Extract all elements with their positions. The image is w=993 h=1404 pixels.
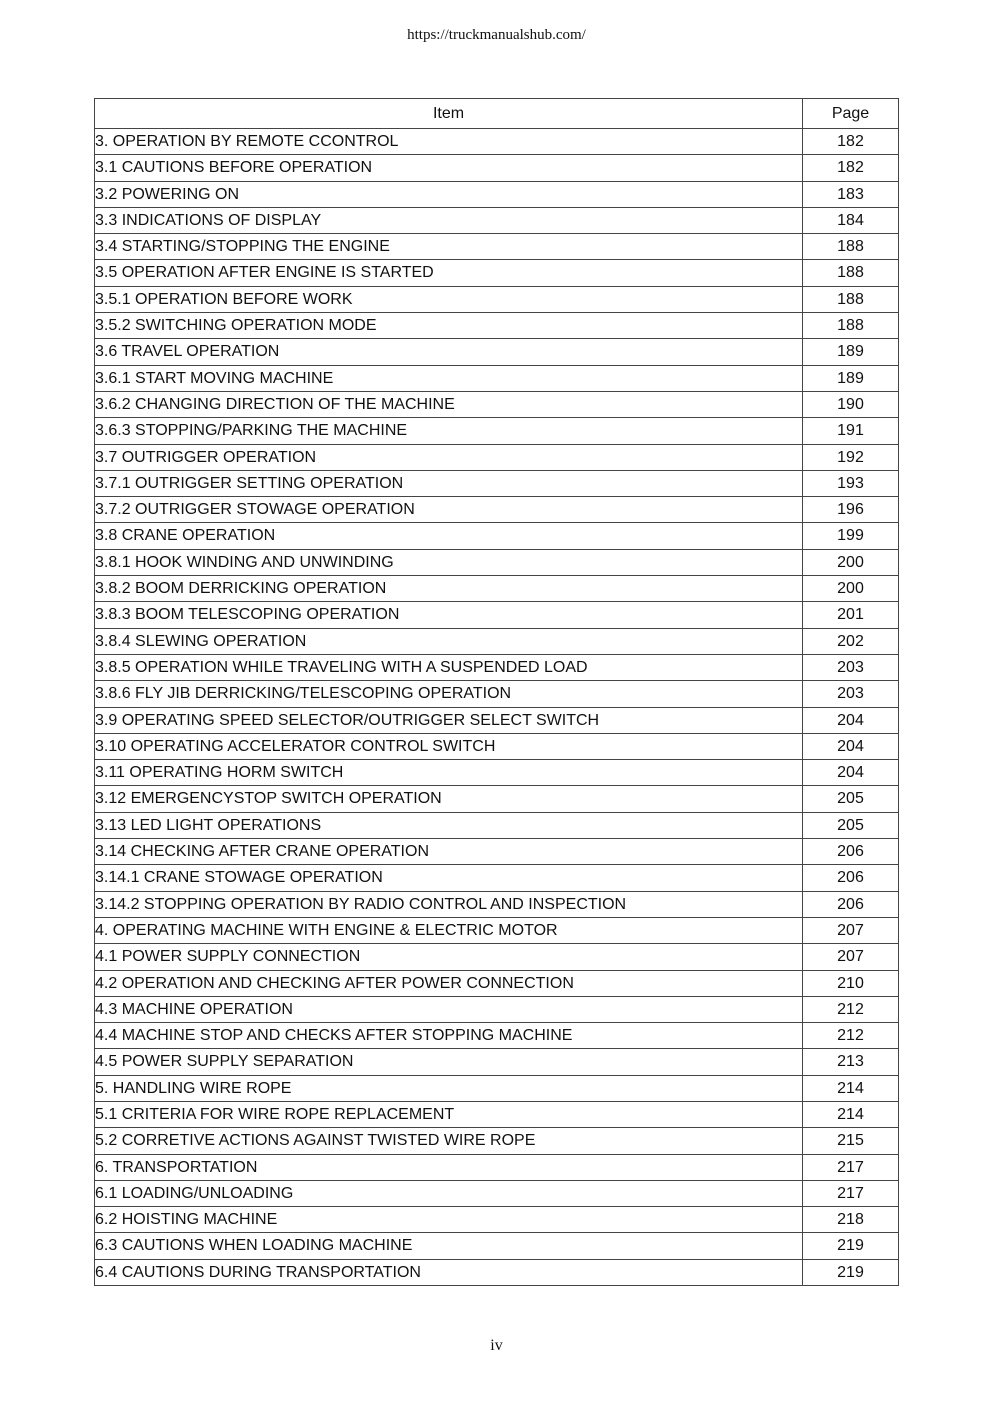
toc-entry-page[interactable]: 205 (803, 812, 899, 838)
toc-entry-title[interactable]: 3.10 OPERATING ACCELERATOR CONTROL SWITCH (95, 733, 803, 759)
toc-entry-title[interactable]: 3.13 LED LIGHT OPERATIONS (95, 812, 803, 838)
page-number: iv (490, 1337, 503, 1354)
toc-entry-title[interactable]: 4.5 POWER SUPPLY SEPARATION (95, 1049, 803, 1075)
toc-entry-page[interactable]: 206 (803, 865, 899, 891)
table-row[interactable] (95, 944, 899, 970)
table-row[interactable] (95, 733, 899, 759)
table-row[interactable] (95, 865, 899, 891)
toc-entry-title[interactable]: 3.5.1 OPERATION BEFORE WORK (95, 286, 803, 312)
toc-entry-page[interactable]: 192 (803, 444, 899, 470)
toc-entry-page[interactable]: 213 (803, 1049, 899, 1075)
table-row[interactable] (95, 1075, 899, 1101)
table-row[interactable] (95, 549, 899, 575)
toc-entry-page[interactable]: 204 (803, 707, 899, 733)
table-row[interactable] (95, 365, 899, 391)
toc-entry-page[interactable]: 190 (803, 391, 899, 417)
table-row[interactable] (95, 760, 899, 786)
toc-entry-page[interactable]: 218 (803, 1207, 899, 1233)
toc-entry-title[interactable]: 3.14 CHECKING AFTER CRANE OPERATION (95, 839, 803, 865)
toc-entry-title[interactable]: 3.9 OPERATING SPEED SELECTOR/OUTRIGGER SELECT SWITCH (95, 707, 803, 733)
toc-entry-title[interactable]: 3.8.3 BOOM TELESCOPING OPERATION (95, 602, 803, 628)
table-row[interactable] (95, 786, 899, 812)
toc-entry-title[interactable]: 6.3 CAUTIONS WHEN LOADING MACHINE (95, 1233, 803, 1259)
page-column-header: Page (803, 99, 899, 129)
toc-entry-page[interactable]: 188 (803, 260, 899, 286)
toc-entry-title[interactable]: 6. TRANSPORTATION (95, 1154, 803, 1180)
table-row[interactable] (95, 1259, 899, 1285)
toc-entry-title[interactable]: 4.3 MACHINE OPERATION (95, 996, 803, 1022)
table-row[interactable] (95, 681, 899, 707)
toc-entry-page[interactable]: 207 (803, 944, 899, 970)
table-row[interactable] (95, 181, 899, 207)
toc-entry-page[interactable]: 193 (803, 470, 899, 496)
toc-entry-page[interactable]: 206 (803, 839, 899, 865)
toc-entry-page[interactable]: 207 (803, 917, 899, 943)
source-url[interactable]: https://truckmanualshub.com/ (407, 27, 586, 43)
toc-entry-page[interactable]: 189 (803, 365, 899, 391)
toc-entry-title[interactable]: 3.14.2 STOPPING OPERATION BY RADIO CONTROL AND INSPECTION (95, 891, 803, 917)
table-row[interactable] (95, 1023, 899, 1049)
toc-entry-page[interactable]: 182 (803, 129, 899, 155)
toc-entry-page[interactable]: 199 (803, 523, 899, 549)
table-row[interactable] (95, 576, 899, 602)
table-row[interactable] (95, 234, 899, 260)
table-of-contents (94, 98, 899, 1286)
table-row[interactable] (95, 1207, 899, 1233)
toc-entry-page[interactable]: 200 (803, 576, 899, 602)
toc-entry-page[interactable]: 188 (803, 234, 899, 260)
table-row[interactable] (95, 523, 899, 549)
table-row[interactable] (95, 891, 899, 917)
toc-entry-title[interactable]: 3.2 POWERING ON (95, 181, 803, 207)
table-row[interactable] (95, 1154, 899, 1180)
toc-entry-page[interactable]: 217 (803, 1154, 899, 1180)
toc-entry-page[interactable]: 206 (803, 891, 899, 917)
toc-entry-title[interactable]: 3.6.3 STOPPING/PARKING THE MACHINE (95, 418, 803, 444)
toc-entry-page[interactable]: 191 (803, 418, 899, 444)
toc-entry-page[interactable]: 184 (803, 207, 899, 233)
toc-entry-page[interactable]: 210 (803, 970, 899, 996)
toc-entry-title[interactable]: 3.8.4 SLEWING OPERATION (95, 628, 803, 654)
toc-entry-title[interactable]: 3.8.6 FLY JIB DERRICKING/TELESCOPING OPERATION (95, 681, 803, 707)
toc-entry-title[interactable]: 3.1 CAUTIONS BEFORE OPERATION (95, 155, 803, 181)
toc-entry-title[interactable]: 4. OPERATING MACHINE WITH ENGINE & ELECTRIC MOTOR (95, 917, 803, 943)
table-row[interactable] (95, 418, 899, 444)
toc-entry-title[interactable]: 3.8.5 OPERATION WHILE TRAVELING WITH A SUSPENDED LOAD (95, 654, 803, 680)
item-column-header: Item (95, 99, 803, 129)
toc-entry-title[interactable]: 3.5.2 SWITCHING OPERATION MODE (95, 313, 803, 339)
toc-entry-title[interactable]: 3.4 STARTING/STOPPING THE ENGINE (95, 234, 803, 260)
table-row[interactable] (95, 260, 899, 286)
table-row[interactable] (95, 996, 899, 1022)
table-row[interactable] (95, 970, 899, 996)
table-row[interactable] (95, 707, 899, 733)
toc-entry-title[interactable]: 5. HANDLING WIRE ROPE (95, 1075, 803, 1101)
table-row[interactable] (95, 1233, 899, 1259)
toc-entry-title[interactable]: 5.2 CORRETIVE ACTIONS AGAINST TWISTED WIRE ROPE (95, 1128, 803, 1154)
table-row[interactable] (95, 313, 899, 339)
toc-entry-title[interactable]: 3.6 TRAVEL OPERATION (95, 339, 803, 365)
table-row[interactable] (95, 286, 899, 312)
toc-entry-page[interactable]: 204 (803, 733, 899, 759)
table-header-row (95, 99, 899, 129)
table-row[interactable] (95, 497, 899, 523)
toc-entry-page[interactable]: 202 (803, 628, 899, 654)
table-row[interactable] (95, 1049, 899, 1075)
toc-entry-title[interactable]: 6.1 LOADING/UNLOADING (95, 1180, 803, 1206)
toc-entry-title[interactable]: 4.4 MACHINE STOP AND CHECKS AFTER STOPPING MACHINE (95, 1023, 803, 1049)
toc-entry-page[interactable]: 196 (803, 497, 899, 523)
toc-entry-title[interactable]: 4.2 OPERATION AND CHECKING AFTER POWER CONNECTION (95, 970, 803, 996)
toc-entry-page[interactable]: 183 (803, 181, 899, 207)
toc-entry-title[interactable]: 3. OPERATION BY REMOTE CCONTROL (95, 129, 803, 155)
toc-entry-page[interactable]: 201 (803, 602, 899, 628)
toc-entry-page[interactable]: 189 (803, 339, 899, 365)
table-row[interactable] (95, 654, 899, 680)
toc-entry-title[interactable]: 3.7 OUTRIGGER OPERATION (95, 444, 803, 470)
toc-entry-title[interactable]: 4.1 POWER SUPPLY CONNECTION (95, 944, 803, 970)
toc-entry-page[interactable]: 219 (803, 1233, 899, 1259)
toc-entry-title[interactable]: 3.5 OPERATION AFTER ENGINE IS STARTED (95, 260, 803, 286)
toc-entry-page[interactable]: 205 (803, 786, 899, 812)
table-row[interactable] (95, 1101, 899, 1127)
toc-entry-title[interactable]: 3.14.1 CRANE STOWAGE OPERATION (95, 865, 803, 891)
toc-entry-title[interactable]: 3.7.1 OUTRIGGER SETTING OPERATION (95, 470, 803, 496)
toc-entry-page[interactable]: 217 (803, 1180, 899, 1206)
toc-entry-title[interactable]: 3.8.2 BOOM DERRICKING OPERATION (95, 576, 803, 602)
toc-entry-page[interactable]: 203 (803, 654, 899, 680)
toc-entry-page[interactable]: 203 (803, 681, 899, 707)
toc-entry-page[interactable]: 214 (803, 1101, 899, 1127)
toc-entry-title[interactable]: 3.6.2 CHANGING DIRECTION OF THE MACHINE (95, 391, 803, 417)
table-row[interactable] (95, 1180, 899, 1206)
toc-entry-title[interactable]: 3.7.2 OUTRIGGER STOWAGE OPERATION (95, 497, 803, 523)
table-row[interactable] (95, 470, 899, 496)
toc-entry-page[interactable]: 204 (803, 760, 899, 786)
toc-entry-title[interactable]: 3.11 OPERATING HORM SWITCH (95, 760, 803, 786)
table-row[interactable] (95, 391, 899, 417)
table-row[interactable] (95, 917, 899, 943)
table-row[interactable] (95, 628, 899, 654)
toc-entry-page[interactable]: 215 (803, 1128, 899, 1154)
table-row[interactable] (95, 339, 899, 365)
toc-entry-title[interactable]: 3.8.1 HOOK WINDING AND UNWINDING (95, 549, 803, 575)
toc-entry-page[interactable]: 182 (803, 155, 899, 181)
table-row[interactable] (95, 602, 899, 628)
toc-entry-title[interactable]: 6.2 HOISTING MACHINE (95, 1207, 803, 1233)
toc-entry-page[interactable]: 188 (803, 286, 899, 312)
table-row[interactable] (95, 444, 899, 470)
table-row[interactable] (95, 129, 899, 155)
table-row[interactable] (95, 155, 899, 181)
toc-entry-page[interactable]: 214 (803, 1075, 899, 1101)
toc-entry-page[interactable]: 212 (803, 996, 899, 1022)
table-row[interactable] (95, 812, 899, 838)
table-row[interactable] (95, 1128, 899, 1154)
toc-entry-page[interactable]: 200 (803, 549, 899, 575)
toc-entry-page[interactable]: 219 (803, 1259, 899, 1285)
toc-entry-title[interactable]: 3.6.1 START MOVING MACHINE (95, 365, 803, 391)
toc-entry-title[interactable]: 6.4 CAUTIONS DURING TRANSPORTATION (95, 1259, 803, 1285)
toc-entry-title[interactable]: 5.1 CRITERIA FOR WIRE ROPE REPLACEMENT (95, 1101, 803, 1127)
toc-entry-title[interactable]: 3.3 INDICATIONS OF DISPLAY (95, 207, 803, 233)
toc-entry-page[interactable]: 212 (803, 1023, 899, 1049)
table-row[interactable] (95, 207, 899, 233)
toc-entry-title[interactable]: 3.8 CRANE OPERATION (95, 523, 803, 549)
toc-body (95, 129, 899, 1286)
toc-entry-page[interactable]: 188 (803, 313, 899, 339)
toc-entry-title[interactable]: 3.12 EMERGENCYSTOP SWITCH OPERATION (95, 786, 803, 812)
table-row[interactable] (95, 839, 899, 865)
